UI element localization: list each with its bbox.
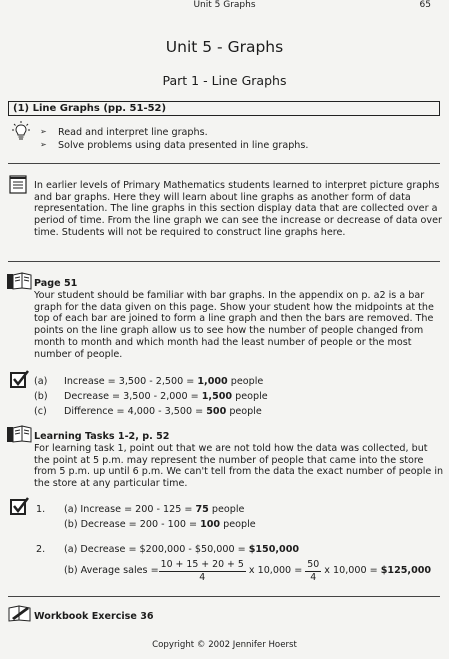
arrow-bullet-icon: ➢ [40, 127, 47, 136]
intro-paragraph: In earlier levels of Primary Mathematics students learned to interpret picture graphs and bar graphs. Here they will learn about line graphs as another form of data representation. The line graphs in this section display data that are collected over a period of time. From the line graph we can see the increase or decrease of data over time. Students will not be required to construct line graphs here. [34, 180, 442, 238]
workbook-pencil-icon [8, 604, 32, 626]
task2-number: 2. [36, 544, 46, 555]
answer-item: (b) Decrease = 3,500 - 2,000 = 1,500 people [34, 391, 268, 402]
arrow-bullet-icon: ➢ [40, 140, 47, 149]
textbook-icon [6, 271, 32, 295]
divider [8, 261, 440, 262]
part-title: Part 1 - Line Graphs [162, 73, 287, 88]
header-title: Unit 5 Graphs [193, 0, 256, 10]
textbook-icon [6, 424, 32, 448]
section-heading: (1) Line Graphs (pp. 51-52) [8, 101, 440, 116]
objective-item: ➢ Read and interpret line graphs. [40, 127, 208, 138]
task2-answer-a: (a) Decrease = $200,000 - $50,000 = $150,000 [64, 544, 300, 555]
running-header [0, 0, 449, 14]
fraction: $\frac{10 + 15 + 20 + 5}{4}$ [160, 559, 244, 583]
tasks-paragraph: For learning task 1, point out that we are not told how the data was collected, but the point at 5 p.m. may represent the number of people that came into the store from 5 p.m. up until 6 p.m. We can't tell from the data the exact number of people in the store at any particular time. [34, 443, 444, 490]
tasks-heading: Learning Tasks 1-2, p. 52 [34, 431, 170, 442]
notepad-icon [8, 174, 28, 198]
page-number: 65 [419, 0, 431, 10]
copyright-footer: Copyright © 2002 Jennifer Hoerst [152, 640, 297, 650]
objective-item: ➢ Solve problems using data presented in line graphs. [40, 140, 309, 151]
answer-item: (c) Difference = 4,000 - 3,500 = 500 people [34, 406, 262, 417]
unit-title: Unit 5 - Graphs [165, 38, 284, 56]
workbook-exercise: Workbook Exercise 36 [34, 611, 154, 622]
checkbox-checked-icon [10, 369, 30, 393]
page51-paragraph: Your student should be familiar with bar graphs. In the appendix on p. a2 is a bar graph for the data given on this page. Show your student how the midpoints at the top of each bar are joined to form a line graph and then the bars are removed. The points on the line graph allow us to see how the number of people changed from month to month and which month had the least number of people or the most number of people. [34, 290, 434, 360]
task1-number: 1. [36, 504, 46, 515]
checkbox-checked-icon [10, 496, 30, 520]
task1-answer-b: (b) Decrease = 200 - 100 = 100 people [64, 519, 256, 530]
lightbulb-icon [10, 121, 32, 147]
answer-item: (a) Increase = 3,500 - 2,500 = 1,000 people [34, 376, 264, 387]
divider [8, 163, 440, 164]
page51-heading: Page 51 [34, 278, 78, 289]
task1-answer-a: (a) Increase = 200 - 125 = 75 people [64, 504, 245, 515]
divider [8, 596, 440, 597]
task2-answer-b: (b) Average sales = $\frac{10 + 15 + 20 + 5}{4}$ x 10,000 = $\frac{50}{4}$ x 10,000 = $125,000 [64, 559, 432, 583]
objectives-list [38, 127, 448, 153]
fraction: $\frac{50}{4}$ [307, 559, 320, 583]
